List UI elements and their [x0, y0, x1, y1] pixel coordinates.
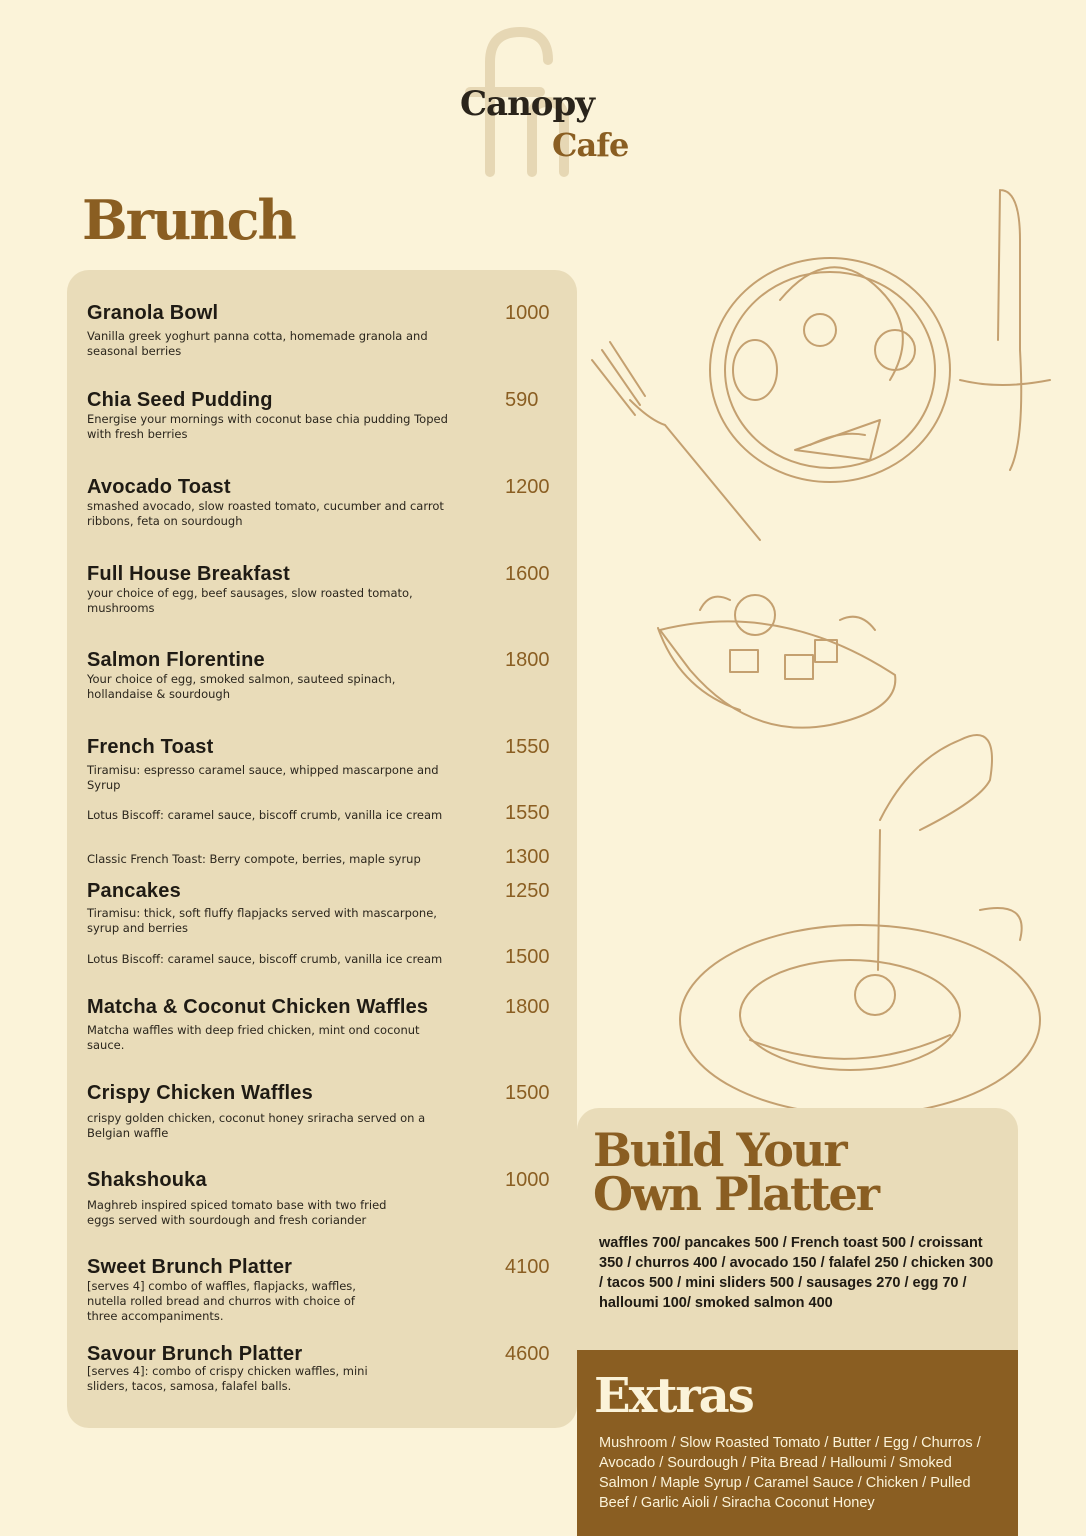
item-name: Sweet Brunch Platter	[87, 1256, 293, 1278]
heading-line-2: Own Platter	[593, 1167, 878, 1221]
item-price: 1600	[505, 563, 550, 585]
item-description: Maghreb inspired spiced tomato base with two fried eggs served with sourdough and fresh coriander	[87, 1198, 387, 1227]
menu-item-full-house-breakfast	[87, 563, 557, 616]
item-price: 1300	[505, 846, 550, 868]
food-line-art-illustrations	[580, 180, 1060, 1140]
item-price: 1550	[505, 802, 550, 824]
item-description: Energise your mornings with coconut base chia pudding Toped with fresh berries	[87, 412, 448, 441]
item-description: Tiramisu: thick, soft fluffy flapjacks served with mascarpone, syrup and berries	[87, 906, 437, 935]
heading-line-1: Build Your	[593, 1123, 846, 1177]
item-description: smashed avocado, slow roasted tomato, cucumber and carrot ribbons, feta on sourdough	[87, 499, 444, 528]
item-price: 1500	[505, 946, 550, 968]
item-price: 1000	[505, 302, 550, 324]
item-description: Classic French Toast: Berry compote, berries, maple syrup	[87, 852, 421, 866]
menu-subitem-french-toast-classic	[87, 846, 557, 868]
item-name: Granola Bowl	[87, 302, 219, 324]
item-price: 1550	[505, 736, 550, 758]
item-price: 4600	[505, 1343, 550, 1365]
menu-item-crispy-chicken-waffles	[87, 1082, 557, 1141]
build-platter-options: waffles 700/ pancakes 500 / French toast 500 / croissant 350 / churros 400 / avocado 150 / falafel 250 / chicken 300 / tacos 500 / mini sliders 500 / sausages 270 / egg 70 / halloumi 100/ smoked salmon 400	[599, 1235, 994, 1311]
item-name: Savour Brunch Platter	[87, 1343, 303, 1365]
item-price: 1250	[505, 880, 550, 902]
item-price: 1500	[505, 1082, 550, 1104]
item-description: Matcha waffles with deep fried chicken, mint ond coconut sauce.	[87, 1023, 420, 1052]
menu-subitem-pancakes-lotus	[87, 946, 557, 968]
item-price: 1800	[505, 649, 550, 671]
logo-text-canopy: Canopy	[460, 84, 595, 124]
menu-item-savour-brunch-platter	[87, 1343, 557, 1394]
item-price: 1800	[505, 996, 550, 1018]
item-price: 1200	[505, 476, 550, 498]
extras-list: Mushroom / Slow Roasted Tomato / Butter / Egg / Churros / Avocado / Sourdough / Pita Bread / Halloumi / Smoked Salmon / Maple Syrup / Caramel Sauce / Chicken / Pulled Beef / Garlic Aioli / Siracha Coconut Honey	[599, 1435, 981, 1511]
item-description: Your choice of egg, smoked salmon, sauteed spinach, hollandaise & sourdough	[87, 672, 396, 701]
item-description: crispy golden chicken, coconut honey sriracha served on a Belgian waffle	[87, 1111, 426, 1140]
item-name: Salmon Florentine	[87, 649, 265, 671]
menu-item-pancakes	[87, 880, 557, 936]
build-platter-heading	[593, 1123, 993, 1221]
menu-item-matcha-coconut-chicken-waffles	[87, 996, 557, 1053]
menu-item-granola-bowl	[87, 302, 557, 359]
menu-item-chia-seed-pudding	[87, 389, 557, 442]
item-description: Lotus Biscoff: caramel sauce, biscoff crumb, vanilla ice cream	[87, 808, 443, 822]
item-name: Chia Seed Pudding	[87, 389, 273, 411]
item-description: your choice of egg, beef sausages, slow roasted tomato, mushrooms	[87, 586, 413, 615]
brunch-heading: Brunch	[82, 188, 295, 252]
item-name: Pancakes	[87, 880, 181, 902]
menu-item-salmon-florentine	[87, 649, 557, 702]
item-name: Avocado Toast	[87, 476, 231, 498]
logo-text-cafe: Cafe	[552, 126, 629, 164]
menu-subitem-french-toast-lotus	[87, 802, 557, 824]
extras-heading: Extras	[594, 1368, 753, 1424]
item-description: [serves 4]: combo of crispy chicken waffles, mini sliders, tacos, samosa, falafel balls.	[87, 1364, 368, 1393]
item-name: Crispy Chicken Waffles	[87, 1082, 313, 1104]
cafe-logo	[440, 22, 660, 182]
item-name: Matcha & Coconut Chicken Waffles	[87, 996, 429, 1018]
item-price: 590	[505, 389, 539, 411]
item-name: Shakshouka	[87, 1169, 207, 1191]
item-description: Lotus Biscoff: caramel sauce, biscoff crumb, vanilla ice cream	[87, 952, 443, 966]
item-name: French Toast	[87, 736, 214, 758]
item-description: Tiramisu: espresso caramel sauce, whipped mascarpone and Syrup	[87, 763, 439, 792]
item-price: 1000	[505, 1169, 550, 1191]
breakfast-plate-icon	[592, 190, 1050, 540]
item-description: [serves 4] combo of waffles, flapjacks, waffles, nutella rolled bread and churros with choice of three accompaniments.	[87, 1279, 356, 1323]
salad-bowl-icon	[658, 595, 895, 728]
item-name: Full House Breakfast	[87, 563, 290, 585]
menu-item-shakshouka	[87, 1169, 557, 1228]
item-price: 4100	[505, 1256, 550, 1278]
item-description: Vanilla greek yoghurt panna cotta, homemade granola and seasonal berries	[87, 329, 428, 358]
menu-item-sweet-brunch-platter	[87, 1256, 557, 1324]
brunch-menu-panel	[67, 270, 577, 1428]
pancake-syrup-icon	[680, 735, 1040, 1115]
menu-item-avocado-toast	[87, 476, 557, 529]
menu-item-french-toast	[87, 736, 557, 793]
